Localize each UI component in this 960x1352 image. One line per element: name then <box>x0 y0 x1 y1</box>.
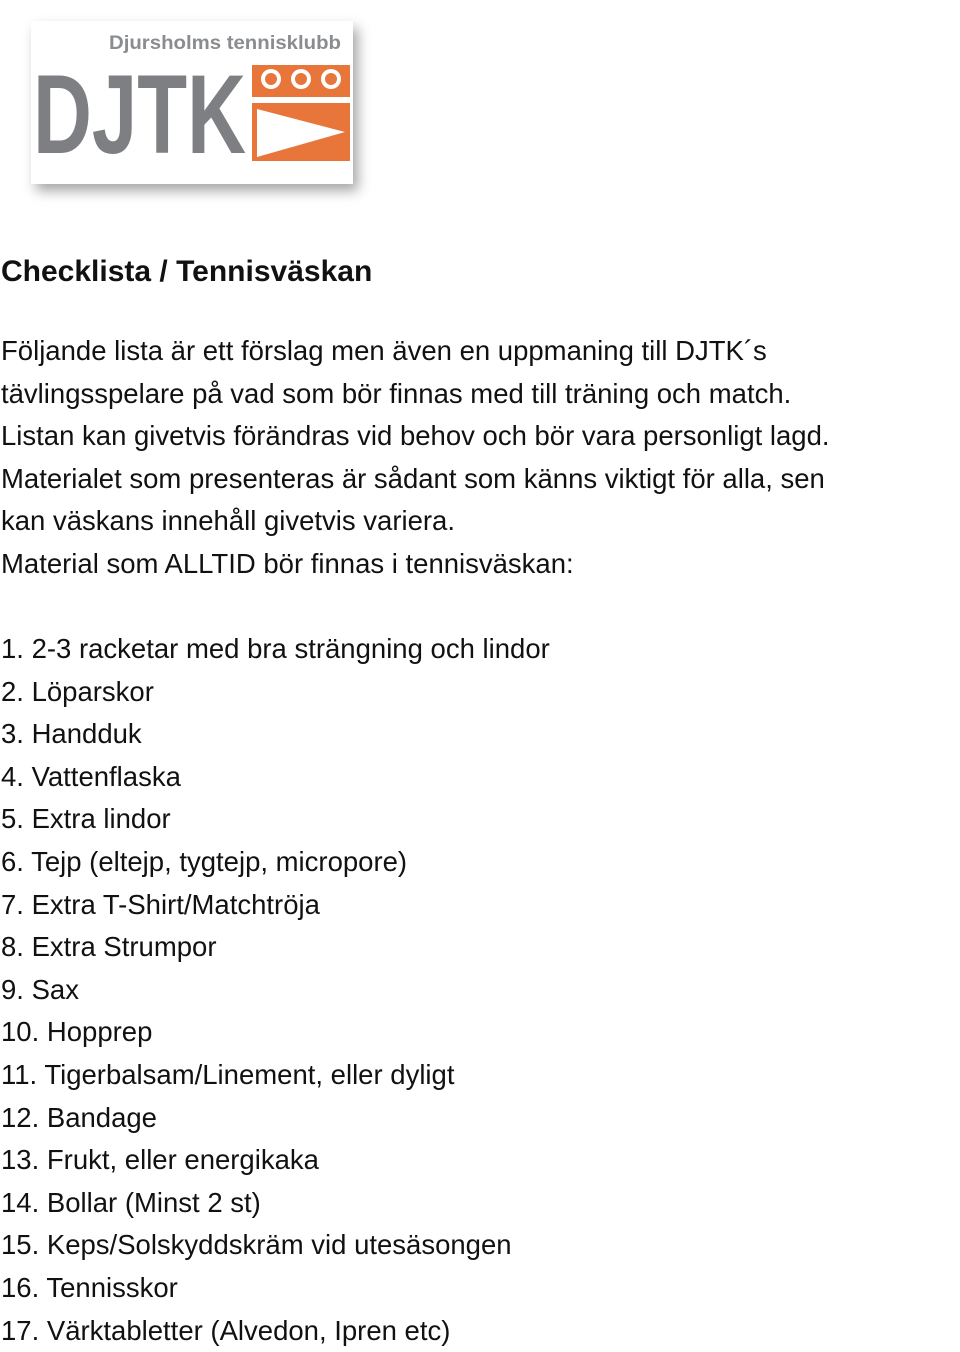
checklist <box>1 628 550 1352</box>
checklist-item: 13. Frukt, eller energikaka <box>1 1139 550 1182</box>
intro-line: Material som ALLTID bör finnas i tennisväskan: <box>1 543 960 586</box>
checklist-item: 14. Bollar (Minst 2 st) <box>1 1182 550 1225</box>
checklist-item: 6. Tejp (eltejp, tygtejp, micropore) <box>1 841 550 884</box>
intro-line: kan väskans innehåll givetvis variera. <box>1 500 960 543</box>
checklist-item: 4. Vattenflaska <box>1 756 550 799</box>
intro-line: tävlingsspelare på vad som bör finnas med till träning och match. <box>1 373 960 416</box>
checklist-item: 5. Extra lindor <box>1 798 550 841</box>
checklist-item: 16. Tennisskor <box>1 1267 550 1310</box>
logo-club-name: Djursholms tennisklubb <box>109 33 341 54</box>
checklist-item: 10. Hopprep <box>1 1011 550 1054</box>
intro-paragraph <box>1 330 960 586</box>
checklist-item: 3. Handduk <box>1 713 550 756</box>
djtk-logo-graphic <box>31 21 353 184</box>
checklist-item: 12. Bandage <box>1 1097 550 1140</box>
checklist-item: 9. Sax <box>1 969 550 1012</box>
checklist-item: 8. Extra Strumpor <box>1 926 550 969</box>
club-logo <box>31 21 353 184</box>
intro-line: Listan kan givetvis förändras vid behov och bör vara personligt lagd. <box>1 415 960 458</box>
shield-icon <box>252 65 350 161</box>
checklist-item: 1. 2-3 racketar med bra strängning och lindor <box>1 628 550 671</box>
logo-wordmark: DJTK <box>33 52 246 177</box>
checklist-item: 17. Värktabletter (Alvedon, Ipren etc) <box>1 1310 550 1352</box>
checklist-item: 11. Tigerbalsam/Linement, eller dyligt <box>1 1054 550 1097</box>
intro-line: Materialet som presenteras är sådant som känns viktigt för alla, sen <box>1 458 960 501</box>
intro-line: Följande lista är ett förslag men även en uppmaning till DJTK´s <box>1 330 960 373</box>
checklist-item: 2. Löparskor <box>1 671 550 714</box>
checklist-item: 15. Keps/Solskyddskräm vid utesäsongen <box>1 1224 550 1267</box>
checklist-item: 7. Extra T-Shirt/Matchtröja <box>1 884 550 927</box>
page-title: Checklista / Tennisväskan <box>1 250 372 294</box>
